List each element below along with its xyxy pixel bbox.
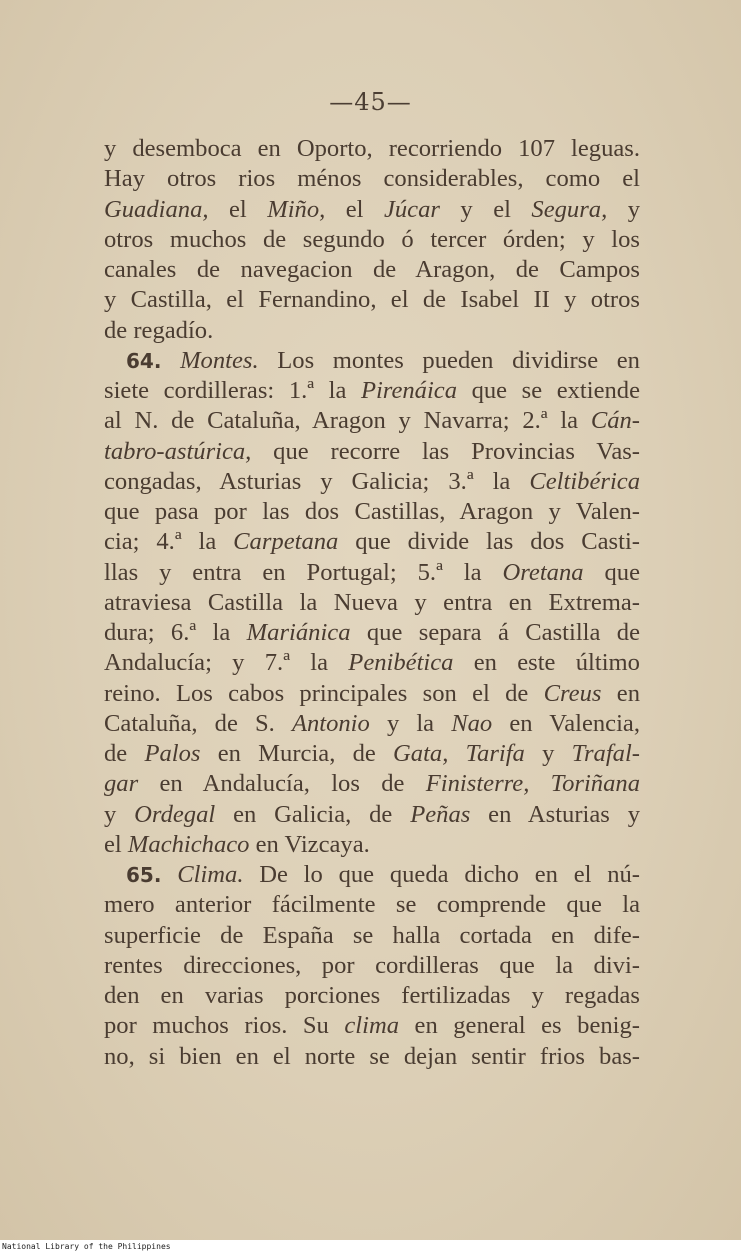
italic-term: Segura,: [531, 195, 608, 223]
text-line: [104, 679, 640, 709]
text-run: y desemboca en Oporto, recorriendo 107 leguas.: [104, 135, 640, 162]
text-run: que se extiende: [457, 377, 640, 404]
text-run: otros muchos de segundo ó tercer órden; y los: [104, 225, 640, 253]
italic-term: Celtibérica: [529, 467, 640, 495]
text-line: [104, 981, 640, 1011]
text-run: congadas, Asturias y Galicia; 3.ª la: [104, 467, 530, 495]
text-line: [104, 1011, 640, 1041]
text-line: [104, 376, 640, 406]
text-run: [161, 861, 177, 888]
italic-term: Palos: [144, 740, 201, 767]
text-run: en Vizcaya.: [249, 830, 370, 858]
text-run: [161, 347, 180, 374]
text-line: [104, 921, 640, 951]
text-run: dura; 6.ª la: [104, 619, 247, 646]
section-number: 64.: [126, 348, 162, 373]
text-line: [104, 890, 640, 920]
italic-term: Mariánica: [246, 619, 351, 646]
text-run: y: [607, 195, 640, 223]
text-line: [104, 648, 640, 678]
text-run: de: [104, 740, 145, 767]
text-run: rentes direcciones, por cordilleras que la divi-: [104, 951, 640, 979]
italic-term: Miño,: [267, 195, 326, 223]
text-line: [104, 769, 640, 799]
italic-term: Antonio: [291, 709, 370, 737]
text-line: [104, 830, 640, 860]
italic-term: Oretana: [502, 558, 584, 586]
italic-term: Creus: [543, 679, 602, 707]
text-line: [104, 195, 640, 225]
italic-term: Montes.: [180, 346, 259, 374]
text-run: atraviesa Castilla la Nueva y entra en Extrema-: [104, 588, 640, 616]
italic-term: Nao: [451, 709, 493, 737]
italic-term: Carpetana: [233, 528, 339, 556]
text-line: [104, 1042, 640, 1072]
text-run: y la: [369, 709, 452, 737]
text-line: [104, 618, 640, 648]
text-run: al N. de Cataluña, Aragon y Navarra; 2.ª la: [104, 407, 591, 435]
text-run: el: [325, 195, 384, 223]
italic-term: Cán-: [590, 407, 640, 435]
text-run: el: [104, 830, 128, 858]
italic-term: Peñas: [410, 800, 471, 828]
text-line: [104, 558, 640, 588]
italic-term: Finisterre, Toriñana: [425, 770, 640, 798]
text-run: Andalucía; y 7.ª la: [104, 649, 349, 677]
text-line: [104, 800, 640, 830]
text-run: superficie de España se halla cortada en dife-: [104, 921, 640, 949]
section-number: 65.: [126, 863, 162, 887]
text-run: y: [524, 740, 572, 767]
text-line: [104, 951, 640, 981]
text-run: el: [208, 195, 268, 223]
text-run: De lo que queda dicho en el nú-: [243, 861, 640, 888]
text-line: [104, 406, 640, 436]
text-run: Hay otros rios ménos considerables, como el: [104, 165, 640, 193]
text-run: reino. Los cabos principales son el de: [104, 679, 544, 707]
text-run: en este último: [453, 649, 640, 677]
text-run: canales de navegacion de Aragon, de Campos: [104, 256, 640, 283]
text-run: y el: [439, 195, 532, 223]
italic-term: tabro-astúrica,: [104, 437, 252, 465]
text-run: de regadío.: [104, 316, 214, 344]
italic-term: Gata, Tarifa: [393, 740, 525, 767]
text-run: en Andalucía, los de: [138, 770, 426, 798]
page-number: —45—: [329, 88, 412, 116]
text-line: [104, 285, 640, 315]
text-run: llas y entra en Portugal; 5.ª la: [104, 558, 503, 586]
text-run: Los montes pueden dividirse en: [258, 346, 640, 374]
italic-term: clima: [344, 1012, 400, 1040]
text-line: [104, 527, 640, 557]
text-run: y Castilla, el Fernandino, el de Isabel II y otros: [104, 286, 640, 314]
text-run: Cataluña, de S.: [104, 709, 292, 737]
text-line: [104, 225, 640, 255]
text-run: por muchos rios. Su: [104, 1012, 345, 1040]
italic-term: gar: [104, 770, 139, 798]
text-line: [104, 164, 640, 194]
text-line: [104, 860, 640, 890]
text-line: [104, 255, 640, 285]
text-line: [104, 437, 640, 467]
text-run: que: [583, 558, 640, 586]
text-line: [104, 739, 640, 769]
text-line: [104, 467, 640, 497]
text-line: [104, 497, 640, 527]
text-run: no, si bien en el norte se dejan sentir frios bas-: [104, 1042, 640, 1070]
text-line: [104, 346, 640, 376]
italic-term: Trafal-: [571, 740, 640, 767]
text-run: que separa á Castilla de: [350, 619, 640, 646]
text-run: en Valencia,: [492, 709, 640, 737]
text-run: siete cordilleras: 1.ª la: [104, 377, 361, 404]
italic-term: Machichaco: [127, 830, 250, 858]
text-run: den en varias porciones fertilizadas y regadas: [104, 982, 640, 1009]
body-text: [104, 134, 640, 1072]
italic-term: Pirenáica: [360, 377, 458, 404]
text-run: que recorre las Provincias Vas-: [251, 437, 640, 465]
italic-term: Ordegal: [134, 800, 216, 828]
text-run: y: [104, 800, 135, 828]
text-run: cia; 4.ª la: [104, 528, 234, 556]
text-run: en: [601, 679, 640, 707]
text-run: que pasa por las dos Castillas, Aragon y Valen-: [104, 498, 640, 525]
italic-term: Penibética: [348, 649, 454, 677]
text-run: en Murcia, de: [200, 740, 394, 767]
italic-term: Clima.: [177, 861, 244, 888]
italic-term: Guadiana,: [104, 195, 209, 223]
text-run: en Asturias y: [470, 800, 640, 828]
text-line: [104, 134, 640, 164]
text-line: [104, 316, 640, 346]
text-run: en Galicia, de: [215, 800, 411, 828]
text-line: [104, 709, 640, 739]
text-line: [104, 588, 640, 618]
italic-term: Júcar: [383, 195, 440, 223]
text-run: que divide las dos Casti-: [338, 528, 640, 556]
text-run: en general es benig-: [399, 1012, 640, 1040]
text-run: mero anterior fácilmente se comprende que la: [104, 891, 640, 919]
library-watermark: National Library of the Philippines: [0, 1240, 741, 1253]
